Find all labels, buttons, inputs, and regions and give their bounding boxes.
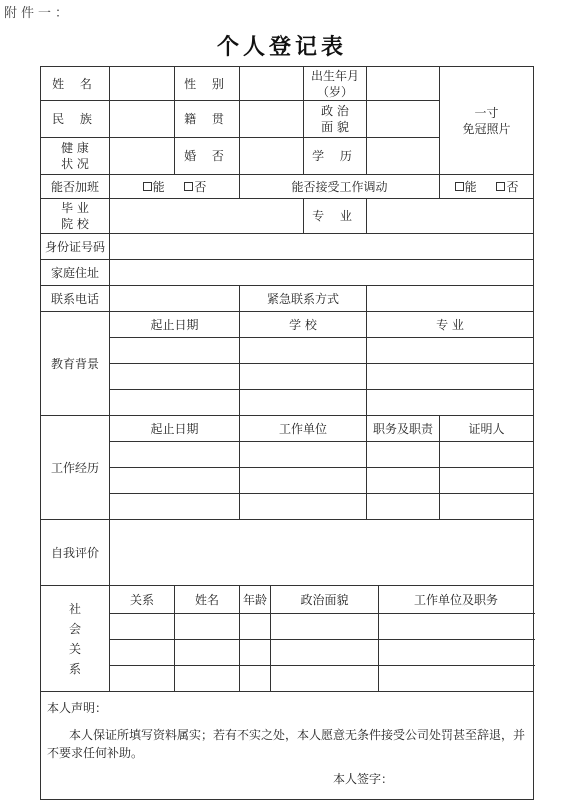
social-cell[interactable] (379, 666, 534, 692)
work-cell[interactable] (240, 442, 367, 468)
work-header-dates: 起止日期 (110, 416, 240, 442)
edu-cell[interactable] (367, 390, 534, 416)
political-label-line2: 面 貌 (321, 120, 349, 134)
social-header-name: 姓名 (175, 586, 240, 614)
social-relations-label (41, 586, 110, 692)
work-cell[interactable] (240, 494, 367, 520)
native-place-field[interactable] (240, 101, 304, 138)
edu-cell[interactable] (240, 364, 367, 390)
work-cell[interactable] (440, 468, 534, 494)
political-label (304, 101, 367, 138)
self-evaluation-label: 自我评价 (41, 520, 110, 586)
registration-form (40, 66, 534, 800)
social-cell[interactable] (110, 614, 175, 640)
transfer-yes-label: 能 (464, 179, 477, 194)
work-header-duties: 职务及职责 (367, 416, 440, 442)
school-field[interactable] (110, 199, 304, 234)
health-label-line1: 健 康 (61, 141, 89, 155)
phone-label: 联系电话 (41, 286, 110, 312)
overtime-options (110, 175, 240, 199)
checkbox-icon[interactable] (455, 182, 464, 191)
self-evaluation-field[interactable] (110, 520, 534, 586)
work-cell[interactable] (367, 468, 440, 494)
phone-field[interactable] (110, 286, 240, 312)
edu-header-major: 专 业 (367, 312, 534, 338)
health-field[interactable] (110, 138, 175, 175)
statement-title: 本人声明： (47, 701, 108, 715)
checkbox-icon[interactable] (496, 182, 505, 191)
work-cell[interactable] (440, 442, 534, 468)
social-cell[interactable] (240, 640, 271, 666)
social-cell[interactable] (110, 640, 175, 666)
edu-cell[interactable] (240, 390, 367, 416)
ethnicity-field[interactable] (110, 101, 175, 138)
work-header-reference: 证明人 (440, 416, 534, 442)
social-cell[interactable] (175, 666, 240, 692)
political-field[interactable] (367, 101, 440, 138)
social-label-char: 系 (68, 661, 81, 676)
marital-label: 婚 否 (175, 138, 240, 175)
emergency-contact-field[interactable] (367, 286, 534, 312)
photo-label-line1: 一寸 (474, 105, 499, 120)
photo-box[interactable] (440, 67, 534, 175)
work-history-label: 工作经历 (41, 416, 110, 520)
id-number-field[interactable] (110, 234, 534, 260)
health-label (41, 138, 110, 175)
marital-field[interactable] (240, 138, 304, 175)
work-cell[interactable] (110, 468, 240, 494)
id-number-label: 身份证号码 (41, 234, 110, 260)
overtime-label: 能否加班 (41, 175, 110, 199)
social-cell[interactable] (271, 614, 379, 640)
transfer-options (440, 175, 534, 199)
ethnicity-label: 民 族 (41, 101, 110, 138)
social-header-age: 年龄 (240, 586, 271, 614)
work-cell[interactable] (440, 494, 534, 520)
education-label: 学 历 (304, 138, 367, 175)
transfer-yes-option[interactable] (455, 179, 477, 195)
birth-label (304, 67, 367, 101)
edu-cell[interactable] (367, 338, 534, 364)
edu-cell[interactable] (240, 338, 367, 364)
work-cell[interactable] (110, 494, 240, 520)
signature-label[interactable]: 本人签字： (333, 772, 394, 786)
social-cell[interactable] (240, 666, 271, 692)
social-cell[interactable] (110, 666, 175, 692)
checkbox-icon[interactable] (184, 182, 193, 191)
birth-label-line2: （岁） (317, 84, 354, 99)
overtime-yes-option[interactable] (143, 179, 165, 195)
edu-cell[interactable] (367, 364, 534, 390)
social-cell[interactable] (175, 614, 240, 640)
transfer-label: 能否接受工作调动 (240, 175, 440, 199)
edu-cell[interactable] (110, 364, 240, 390)
form-title: 个人登记表 (216, 34, 347, 60)
social-header-employer: 工作单位及职务 (379, 586, 534, 614)
work-header-employer: 工作单位 (240, 416, 367, 442)
name-label: 姓 名 (41, 67, 110, 101)
major-field[interactable] (367, 199, 534, 234)
home-address-field[interactable] (110, 260, 534, 286)
social-label-char: 关 (68, 641, 81, 656)
social-cell[interactable] (271, 666, 379, 692)
school-label-line2: 院 校 (61, 217, 89, 231)
work-cell[interactable] (110, 442, 240, 468)
edu-header-school: 学 校 (240, 312, 367, 338)
work-cell[interactable] (240, 468, 367, 494)
education-field[interactable] (367, 138, 440, 175)
overtime-no-label: 否 (194, 179, 207, 194)
photo-label-line2: 免冠照片 (462, 121, 511, 136)
social-cell[interactable] (240, 614, 271, 640)
statement-section (41, 692, 534, 800)
home-address-label: 家庭住址 (41, 260, 110, 286)
social-cell[interactable] (379, 614, 534, 640)
school-label (41, 199, 110, 234)
overtime-no-option[interactable] (184, 179, 206, 195)
major-label: 专 业 (304, 199, 367, 234)
attachment-label: 附件一： (4, 6, 73, 21)
education-bg-label: 教育背景 (41, 312, 110, 416)
transfer-no-option[interactable] (496, 179, 518, 195)
health-label-line2: 状 况 (61, 157, 89, 171)
work-cell[interactable] (367, 494, 440, 520)
overtime-yes-label: 能 (152, 179, 165, 194)
birth-label-line1: 出生年月 (311, 68, 360, 83)
emergency-contact-label: 紧急联系方式 (240, 286, 367, 312)
name-field[interactable] (110, 67, 175, 101)
work-cell[interactable] (367, 442, 440, 468)
gender-field[interactable] (240, 67, 304, 101)
checkbox-icon[interactable] (143, 182, 152, 191)
social-cell[interactable] (379, 640, 534, 666)
native-place-label: 籍 贯 (175, 101, 240, 138)
gender-label: 性 别 (175, 67, 240, 101)
social-label-char: 会 (68, 621, 81, 636)
social-header-relation: 关系 (110, 586, 175, 614)
school-label-line1: 毕 业 (61, 201, 89, 215)
birth-field[interactable] (367, 67, 440, 101)
political-label-line1: 政 治 (321, 104, 349, 118)
social-header-political: 政治面貌 (271, 586, 379, 614)
statement-body: 本人保证所填写资料属实；若有不实之处，本人愿意无条件接受公司处罚甚至辞退，并不要求任何补助。 (47, 728, 526, 760)
transfer-no-label: 否 (506, 179, 519, 194)
edu-cell[interactable] (110, 338, 240, 364)
social-cell[interactable] (175, 640, 240, 666)
social-label-char: 社 (68, 601, 81, 616)
edu-cell[interactable] (110, 390, 240, 416)
social-cell[interactable] (271, 640, 379, 666)
edu-header-dates: 起止日期 (110, 312, 240, 338)
